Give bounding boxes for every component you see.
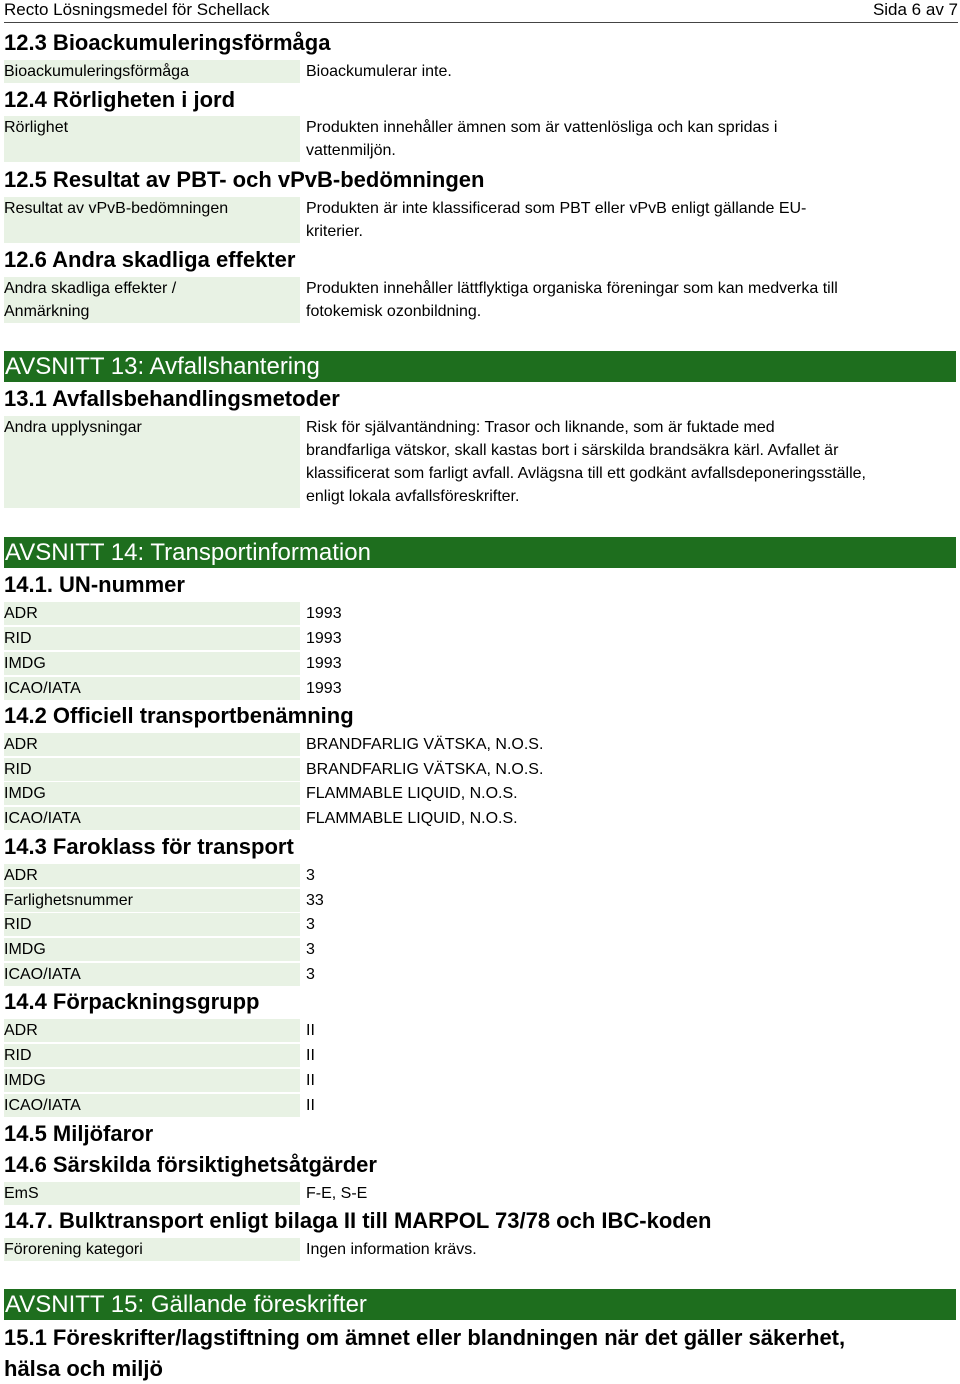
heading-13-1: 13.1 Avfallsbehandlingsmetoder — [4, 386, 340, 411]
row-value: 3 — [306, 867, 315, 884]
row-label: ADR — [4, 1019, 300, 1042]
value-line: kriterier. — [306, 223, 363, 240]
label-other-effects — [4, 277, 300, 323]
page-number: Sida 6 av 7 — [872, 0, 958, 19]
value-line: Produkten innehåller lättflyktiga organiska föreningar som kan medverka till — [306, 280, 838, 297]
row-value: BRANDFARLIG VÄTSKA, N.O.S. — [306, 761, 544, 778]
heading-14-4: 14.4 Förpackningsgrupp — [4, 989, 260, 1014]
row-value: II — [306, 1097, 315, 1114]
row-label: Farlighetsnummer — [4, 889, 300, 912]
row-value: F-E, S-E — [306, 1185, 368, 1202]
row-label: IMDG — [4, 938, 300, 961]
value-other-info — [306, 416, 906, 508]
value-line: Produkten är inte klassificerad som PBT eller vPvB enligt gällande EU- — [306, 200, 807, 217]
row-value: 3 — [306, 941, 315, 958]
label-line: Anmärkning — [4, 303, 90, 320]
value-other-effects — [306, 277, 906, 323]
label-bioaccumulation: Bioackumuleringsförmåga — [4, 60, 300, 83]
row-value: Ingen information krävs. — [306, 1241, 477, 1258]
row-label: ICAO/IATA — [4, 1094, 300, 1117]
heading-14-7: 14.7. Bulktransport enligt bilaga II till MARPOL 73/78 och IBC-koden — [4, 1208, 712, 1233]
document-title: Recto Lösningsmedel för Schellack — [4, 0, 270, 19]
row-label: IMDG — [4, 782, 300, 805]
heading-14-2: 14.2 Officiell transportbenämning — [4, 703, 354, 728]
row-value: 3 — [306, 966, 315, 983]
row-label: RID — [4, 627, 300, 650]
heading-12-6: 12.6 Andra skadliga effekter — [4, 247, 296, 272]
value-line: fotokemisk ozonbildning. — [306, 303, 482, 320]
value-pbt-result — [306, 197, 906, 243]
row-value: II — [306, 1022, 315, 1039]
row-label: Förorening kategori — [4, 1238, 300, 1261]
label-pbt-result: Resultat av vPvB-bedömningen — [4, 197, 300, 243]
row-value: FLAMMABLE LIQUID, N.O.S. — [306, 785, 518, 802]
value-line: Risk för självantändning: Trasor och liknande, som är fuktade med — [306, 419, 775, 436]
label-line: Andra skadliga effekter / — [4, 280, 177, 297]
heading-12-5: 12.5 Resultat av PBT- och vPvB-bedömningen — [4, 167, 485, 192]
row-value: 1993 — [306, 630, 342, 647]
value-line: vattenmiljön. — [306, 142, 396, 159]
row-value: II — [306, 1072, 315, 1089]
section-13-bar: AVSNITT 13: Avfallshantering — [4, 351, 956, 382]
row-label: ICAO/IATA — [4, 807, 300, 830]
heading-12-3: 12.3 Bioackumuleringsförmåga — [4, 30, 331, 55]
value-bioaccumulation: Bioackumulerar inte. — [306, 63, 452, 80]
row-label: IMDG — [4, 1069, 300, 1092]
row-value: II — [306, 1047, 315, 1064]
label-mobility: Rörlighet — [4, 116, 300, 162]
heading-14-5: 14.5 Miljöfaror — [4, 1121, 154, 1146]
row-value: 1993 — [306, 680, 342, 697]
row-label: EmS — [4, 1182, 300, 1205]
value-line: brandfarliga vätskor, skall kastas bort i särskilda brandsäkra kärl. Avfallet är — [306, 442, 839, 459]
value-mobility — [306, 116, 906, 162]
row-value: 3 — [306, 916, 315, 933]
heading-14-6: 14.6 Särskilda försiktighetsåtgärder — [4, 1152, 377, 1177]
heading-14-3: 14.3 Faroklass för transport — [4, 834, 294, 859]
value-line: klassificerat som farligt avfall. Avlägsna till ett godkänt avfallsdeponeringsställe, — [306, 465, 866, 482]
section-15-bar: AVSNITT 15: Gällande föreskrifter — [4, 1289, 956, 1320]
heading-15-1: 15.1 Föreskrifter/lagstiftning om ämnet eller blandningen när det gäller säkerhet, hälsa och miljö — [4, 1325, 846, 1381]
row-value: BRANDFARLIG VÄTSKA, N.O.S. — [306, 736, 544, 753]
row-label: RID — [4, 913, 300, 936]
heading-12-4: 12.4 Rörligheten i jord — [4, 87, 236, 112]
row-label: ADR — [4, 733, 300, 756]
row-label: IMDG — [4, 652, 300, 675]
value-line: Produkten innehåller ämnen som är vattenlösliga och kan spridas i — [306, 119, 778, 136]
value-line: enligt lokala avfallsföreskrifter. — [306, 488, 520, 505]
row-value: 33 — [306, 892, 324, 909]
row-label: RID — [4, 758, 300, 781]
row-label: ICAO/IATA — [4, 677, 300, 700]
row-label: ADR — [4, 602, 300, 625]
row-label: RID — [4, 1044, 300, 1067]
row-label: ICAO/IATA — [4, 963, 300, 986]
heading-14-1: 14.1. UN-nummer — [4, 572, 185, 597]
row-label: ADR — [4, 864, 300, 887]
section-14-bar: AVSNITT 14: Transportinformation — [4, 537, 956, 568]
row-value: FLAMMABLE LIQUID, N.O.S. — [306, 810, 518, 827]
label-other-info: Andra upplysningar — [4, 416, 300, 508]
row-value: 1993 — [306, 605, 342, 622]
page-header — [4, 0, 958, 23]
row-value: 1993 — [306, 655, 342, 672]
